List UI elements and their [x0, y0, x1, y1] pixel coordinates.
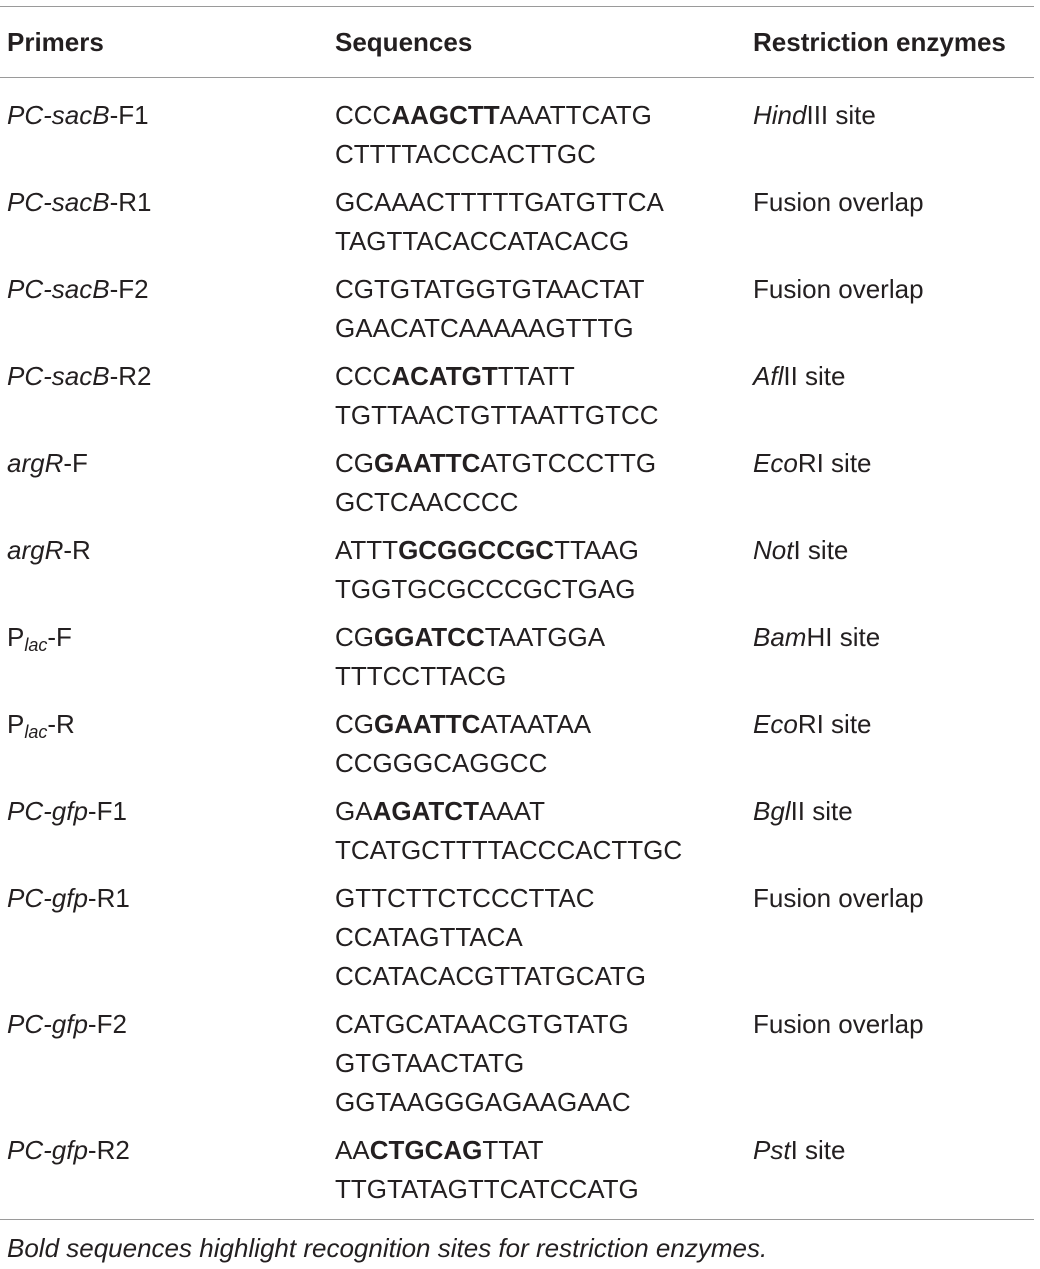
enzyme-suffix: I site	[793, 535, 849, 565]
primer-gene: PC-sacB	[7, 274, 110, 304]
sequence-part: GAACATCAAAAAGTTTG	[335, 313, 634, 343]
enzyme-name: Hind	[753, 100, 807, 130]
primer-name	[7, 1131, 335, 1170]
primer-name	[7, 879, 335, 918]
sequence-line	[335, 183, 753, 222]
enzyme-name: Eco	[753, 709, 798, 739]
sequence-part: ATTT	[335, 535, 399, 565]
sequence-line	[335, 657, 753, 696]
sequence	[335, 357, 753, 435]
sequence-line	[335, 879, 753, 918]
sequence-line	[335, 1083, 753, 1122]
primer-name	[7, 792, 335, 831]
sequence-part: TGTTAACTGTTAATTGTCC	[335, 400, 659, 430]
sequence-part: TTATT	[497, 361, 575, 391]
sequence-part: TAGTTACACCATACACG	[335, 226, 630, 256]
enzyme-suffix: Fusion overlap	[753, 187, 924, 217]
primer-name	[7, 531, 335, 570]
primer-suffix: -R1	[87, 883, 130, 913]
recognition-site: AGATCT	[372, 796, 479, 826]
sequence	[335, 270, 753, 348]
recognition-site: AAGCTT	[391, 100, 500, 130]
primer-subscript: lac	[24, 722, 48, 742]
table-row	[0, 879, 1034, 1005]
table-row	[0, 444, 1034, 531]
sequence-line	[335, 792, 753, 831]
restriction-enzyme	[753, 183, 1035, 222]
recognition-site: GAATTC	[374, 448, 481, 478]
enzyme-suffix: RI site	[797, 448, 872, 478]
sequence-line	[335, 918, 753, 957]
primer-suffix: -F1	[109, 100, 149, 130]
sequence-line	[335, 1131, 753, 1170]
primer-name	[7, 705, 335, 744]
primer-suffix: -R2	[87, 1135, 130, 1165]
sequence-part: AAAT	[478, 796, 545, 826]
sequence-part: TTTCCTTACG	[335, 661, 507, 691]
sequence	[335, 1005, 753, 1122]
table-body	[0, 78, 1034, 1227]
primer-suffix: -F	[47, 622, 72, 652]
primer-name	[7, 444, 335, 483]
table-row	[0, 618, 1034, 705]
sequence	[335, 531, 753, 609]
sequence	[335, 444, 753, 522]
enzyme-suffix: Fusion overlap	[753, 883, 924, 913]
header-sequences: Sequences	[335, 26, 473, 57]
restriction-enzyme	[753, 705, 1035, 744]
enzyme-name: Eco	[753, 448, 798, 478]
sequence-part: CTTTTACCCACTTGC	[335, 139, 596, 169]
primer-suffix: -F2	[87, 1009, 127, 1039]
enzyme-suffix: II site	[790, 796, 853, 826]
sequence	[335, 879, 753, 996]
sequence-part: CCATAGTTACA	[335, 922, 523, 952]
primer-name	[7, 96, 335, 135]
table-row	[0, 792, 1034, 879]
table-row	[0, 1005, 1034, 1131]
sequence-part: CG	[335, 622, 374, 652]
sequence-part: GTGTAACTATG	[335, 1048, 525, 1078]
recognition-site: GCGGCCGC	[398, 535, 555, 565]
table-header	[0, 7, 1034, 77]
enzyme-suffix: Fusion overlap	[753, 1009, 924, 1039]
sequence-line	[335, 1170, 753, 1209]
enzyme-suffix: RI site	[797, 709, 872, 739]
sequence-part: GTTCTTCTCCCTTAC	[335, 883, 595, 913]
primer-gene: PC-sacB	[7, 361, 110, 391]
enzyme-suffix: III site	[806, 100, 876, 130]
sequence	[335, 183, 753, 261]
bottom-rule	[0, 1219, 1034, 1220]
primer-gene: argR	[7, 448, 64, 478]
primer-name	[7, 270, 335, 309]
primer-prefix: P	[7, 622, 25, 652]
sequence-part: TTAT	[482, 1135, 544, 1165]
sequence-part: CCC	[335, 361, 392, 391]
sequence-part: CG	[335, 448, 374, 478]
primer-gene: PC-sacB	[7, 100, 110, 130]
primer-suffix: -F1	[87, 796, 127, 826]
restriction-enzyme	[753, 531, 1035, 570]
table-row	[0, 531, 1034, 618]
sequence-part: TTGTATAGTTCATCCATG	[335, 1174, 639, 1204]
sequence-line	[335, 618, 753, 657]
primer-prefix: P	[7, 709, 25, 739]
sequence-part: AAATTCATG	[499, 100, 652, 130]
sequence-line	[335, 396, 753, 435]
sequence-part: ATGTCCCTTG	[480, 448, 657, 478]
sequence	[335, 705, 753, 783]
primer-name	[7, 618, 335, 657]
sequence-part: AA	[335, 1135, 370, 1165]
sequence-line	[335, 570, 753, 609]
header-primers: Primers	[7, 26, 104, 57]
restriction-enzyme	[753, 444, 1035, 483]
enzyme-suffix: I site	[790, 1135, 846, 1165]
enzyme-name: Afl	[753, 361, 784, 391]
sequence-line	[335, 957, 753, 996]
restriction-enzyme	[753, 96, 1035, 135]
primer-name	[7, 183, 335, 222]
table-row	[0, 705, 1034, 792]
restriction-enzyme	[753, 270, 1035, 309]
recognition-site: GAATTC	[374, 709, 481, 739]
restriction-enzyme	[753, 1005, 1035, 1044]
sequence-line	[335, 357, 753, 396]
recognition-site: GGATCC	[374, 622, 485, 652]
sequence	[335, 96, 753, 174]
restriction-enzyme	[753, 618, 1035, 657]
primer-gene: PC-gfp	[7, 1135, 88, 1165]
primer-gene: PC-sacB	[7, 187, 110, 217]
primer-suffix: -F	[63, 448, 88, 478]
sequence-line	[335, 135, 753, 174]
enzyme-suffix: Fusion overlap	[753, 274, 924, 304]
primer-gene: PC-gfp	[7, 883, 88, 913]
sequence-line	[335, 705, 753, 744]
restriction-enzyme	[753, 792, 1035, 831]
primer-table	[0, 6, 1034, 1227]
sequence-line	[335, 531, 753, 570]
primer-suffix: -R2	[109, 361, 152, 391]
sequence-part: CGTGTATGGTGTAACTAT	[335, 274, 645, 304]
enzyme-name: Bgl	[753, 796, 791, 826]
sequence-line	[335, 1044, 753, 1083]
primer-gene: PC-gfp	[7, 796, 88, 826]
sequence-part: GCAAACTTTTTGATGTTCA	[335, 187, 664, 217]
sequence	[335, 1131, 753, 1209]
sequence-part: CG	[335, 709, 374, 739]
enzyme-name: Bam	[753, 622, 807, 652]
sequence-line	[335, 1005, 753, 1044]
primer-suffix: -R	[47, 709, 75, 739]
sequence-line	[335, 96, 753, 135]
table-footnote: Bold sequences highlight recognition sites for restriction enzymes.	[7, 1233, 768, 1263]
primer-suffix: -F2	[109, 274, 149, 304]
sequence	[335, 792, 753, 870]
restriction-enzyme	[753, 879, 1035, 918]
sequence-line	[335, 744, 753, 783]
primer-gene: PC-gfp	[7, 1009, 88, 1039]
enzyme-name: Pst	[753, 1135, 791, 1165]
restriction-enzyme	[753, 357, 1035, 396]
sequence	[335, 618, 753, 696]
primer-name	[7, 1005, 335, 1044]
primer-gene: argR	[7, 535, 64, 565]
sequence-part: TTAAG	[554, 535, 639, 565]
sequence-part: CATGCATAACGTGTATG	[335, 1009, 629, 1039]
sequence-part: TAATGGA	[484, 622, 606, 652]
sequence-part: GA	[335, 796, 373, 826]
sequence-part: CCGGGCAGGCC	[335, 748, 548, 778]
header-enzymes: Restriction enzymes	[753, 26, 1006, 57]
sequence-part: CCATACACGTTATGCATG	[335, 961, 647, 991]
sequence-line	[335, 483, 753, 522]
enzyme-suffix: II site	[783, 361, 846, 391]
table-row	[0, 270, 1034, 357]
table-row	[0, 1131, 1034, 1209]
sequence-line	[335, 831, 753, 870]
sequence-part: ATAATAA	[480, 709, 592, 739]
enzyme-suffix: HI site	[806, 622, 881, 652]
primer-suffix: -R	[63, 535, 91, 565]
table-row	[0, 183, 1034, 270]
table-row	[0, 357, 1034, 444]
recognition-site: ACATGT	[391, 361, 498, 391]
sequence-part: GGTAAGGGAGAAGAAC	[335, 1087, 631, 1117]
primer-subscript: lac	[24, 635, 48, 655]
sequence-part: TCATGCTTTTACCCACTTGC	[335, 835, 683, 865]
table-row	[0, 96, 1034, 183]
primer-suffix: -R1	[109, 187, 152, 217]
sequence-line	[335, 309, 753, 348]
enzyme-name: Not	[753, 535, 794, 565]
recognition-site: CTGCAG	[369, 1135, 483, 1165]
sequence-line	[335, 444, 753, 483]
sequence-part: CCC	[335, 100, 392, 130]
sequence-line	[335, 222, 753, 261]
sequence-part: GCTCAACCCC	[335, 487, 519, 517]
restriction-enzyme	[753, 1131, 1035, 1170]
sequence-part: TGGTGCGCCCGCTGAG	[335, 574, 636, 604]
sequence-line	[335, 270, 753, 309]
primer-name	[7, 357, 335, 396]
